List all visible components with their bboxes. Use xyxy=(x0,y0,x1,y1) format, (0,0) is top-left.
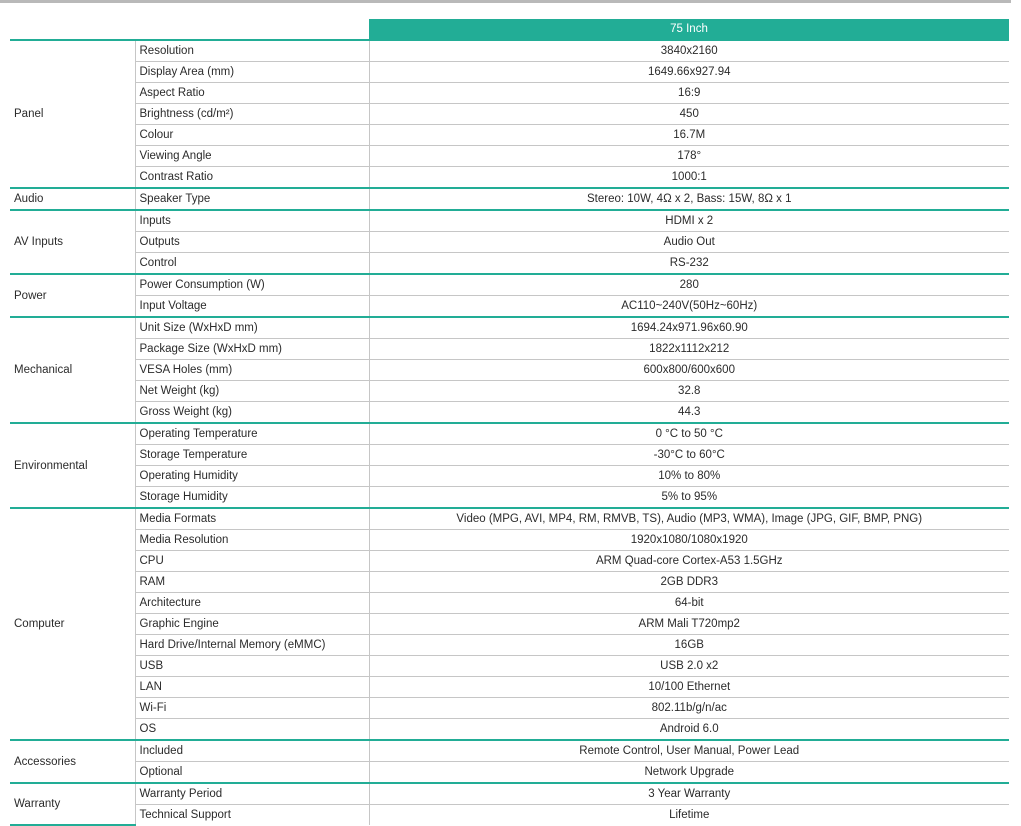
spec-value: 10% to 80% xyxy=(369,466,1009,487)
category-cell: Mechanical xyxy=(10,317,135,423)
spec-label: CPU xyxy=(135,551,369,572)
spec-label: Gross Weight (kg) xyxy=(135,402,369,424)
spec-value: 16.7M xyxy=(369,125,1009,146)
spec-label: Package Size (WxHxD mm) xyxy=(135,339,369,360)
spec-row xyxy=(10,466,1009,487)
spec-label: Speaker Type xyxy=(135,188,369,210)
spec-row xyxy=(10,402,1009,424)
spec-label: Graphic Engine xyxy=(135,614,369,635)
spec-value: 16GB xyxy=(369,635,1009,656)
spec-label: Wi-Fi xyxy=(135,698,369,719)
top-divider xyxy=(0,0,1011,3)
spec-row xyxy=(10,656,1009,677)
spec-value: 1000:1 xyxy=(369,167,1009,189)
spec-label: Warranty Period xyxy=(135,783,369,805)
spec-value: 600x800/600x600 xyxy=(369,360,1009,381)
spec-row xyxy=(10,698,1009,719)
spec-row xyxy=(10,635,1009,656)
spec-label: Storage Temperature xyxy=(135,445,369,466)
spec-value: Network Upgrade xyxy=(369,762,1009,784)
spec-value: AC110~240V(50Hz~60Hz) xyxy=(369,296,1009,318)
spec-label: Viewing Angle xyxy=(135,146,369,167)
spec-row xyxy=(10,146,1009,167)
spec-value: 1694.24x971.96x60.90 xyxy=(369,317,1009,339)
category-cell: Computer xyxy=(10,508,135,740)
spec-row xyxy=(10,360,1009,381)
spec-row xyxy=(10,530,1009,551)
spec-body xyxy=(10,40,1009,825)
spec-label: Resolution xyxy=(135,40,369,62)
category-cell: AV Inputs xyxy=(10,210,135,274)
spec-value: 10/100 Ethernet xyxy=(369,677,1009,698)
spec-label: Inputs xyxy=(135,210,369,232)
spec-row xyxy=(10,232,1009,253)
spec-label: Input Voltage xyxy=(135,296,369,318)
spec-label: Display Area (mm) xyxy=(135,62,369,83)
spec-label: Hard Drive/Internal Memory (eMMC) xyxy=(135,635,369,656)
spec-row xyxy=(10,253,1009,275)
spec-label: Architecture xyxy=(135,593,369,614)
spec-value: Android 6.0 xyxy=(369,719,1009,741)
spec-row xyxy=(10,62,1009,83)
spec-row xyxy=(10,381,1009,402)
spec-row xyxy=(10,210,1009,232)
spec-value: Lifetime xyxy=(669,809,710,822)
spec-label: Aspect Ratio xyxy=(135,83,369,104)
category-cell: Power xyxy=(10,274,135,317)
spec-value: 0 °C to 50 °C xyxy=(369,423,1009,445)
spec-row xyxy=(10,125,1009,146)
spec-label: Contrast Ratio xyxy=(135,167,369,189)
spec-value: Remote Control, User Manual, Power Lead xyxy=(369,740,1009,762)
spec-value: 178° xyxy=(369,146,1009,167)
spec-label: Control xyxy=(135,253,369,275)
spec-row xyxy=(10,762,1009,784)
spec-value: 1920x1080/1080x1920 xyxy=(369,530,1009,551)
spec-row xyxy=(10,593,1009,614)
spec-value: 44.3 xyxy=(369,402,1009,424)
spec-label: Media Resolution xyxy=(135,530,369,551)
spec-value: 2GB DDR3 xyxy=(369,572,1009,593)
spec-row xyxy=(10,274,1009,296)
spec-label: Operating Humidity xyxy=(135,466,369,487)
spec-label: Technical Support xyxy=(135,805,369,826)
spec-row xyxy=(10,296,1009,318)
spec-value: 450 xyxy=(369,104,1009,125)
spec-value: 802.11b/g/n/ac xyxy=(369,698,1009,719)
spec-value: USB 2.0 x2 xyxy=(369,656,1009,677)
spec-label: Colour xyxy=(135,125,369,146)
model-header: 75 Inch xyxy=(369,19,1009,40)
spec-row xyxy=(10,40,1009,62)
spec-label: Outputs xyxy=(135,232,369,253)
spec-row xyxy=(10,719,1009,741)
spec-row xyxy=(10,339,1009,360)
spec-row xyxy=(10,167,1009,189)
spec-label: RAM xyxy=(135,572,369,593)
spec-value: 32.8 xyxy=(369,381,1009,402)
spec-row xyxy=(10,423,1009,445)
spec-value: ARM Mali T720mp2 xyxy=(369,614,1009,635)
spec-row xyxy=(10,783,1009,805)
spec-row xyxy=(10,677,1009,698)
table-header-row xyxy=(10,19,1009,40)
category-cell: Audio xyxy=(10,188,135,210)
category-cell: Environmental xyxy=(10,423,135,508)
spec-value: 5% to 95% xyxy=(369,487,1009,509)
spec-value: 3 Year Warranty xyxy=(369,783,1009,805)
spec-value: 3840x2160 xyxy=(369,40,1009,62)
spec-label: Storage Humidity xyxy=(135,487,369,509)
spec-label: Power Consumption (W) xyxy=(135,274,369,296)
category-cell: Accessories xyxy=(10,740,135,783)
spec-value: Audio Out xyxy=(369,232,1009,253)
spec-row xyxy=(10,317,1009,339)
spec-value: 280 xyxy=(369,274,1009,296)
spec-row xyxy=(10,83,1009,104)
spec-value: Stereo: 10W, 4Ω x 2, Bass: 15W, 8Ω x 1 xyxy=(369,188,1009,210)
spec-label: Net Weight (kg) xyxy=(135,381,369,402)
header-blank-cell xyxy=(10,19,369,40)
spec-label: LAN xyxy=(135,677,369,698)
spec-row xyxy=(10,445,1009,466)
spec-value: 64-bit xyxy=(369,593,1009,614)
spec-label: Media Formats xyxy=(135,508,369,530)
spec-value: ARM Quad-core Cortex-A53 1.5GHz xyxy=(369,551,1009,572)
spec-value: 1649.66x927.94 xyxy=(369,62,1009,83)
spec-label: Brightness (cd/m²) xyxy=(135,104,369,125)
spec-row xyxy=(10,487,1009,509)
spec-value: HDMI x 2 xyxy=(369,210,1009,232)
spec-table xyxy=(10,19,1009,826)
spec-label: Optional xyxy=(135,762,369,784)
spec-row xyxy=(10,551,1009,572)
spec-row xyxy=(10,805,1009,826)
spec-value: RS-232 xyxy=(369,253,1009,275)
spec-row xyxy=(10,572,1009,593)
spec-row xyxy=(10,188,1009,210)
category-cell: Panel xyxy=(10,40,135,188)
spec-value: -30°C to 60°C xyxy=(369,445,1009,466)
spec-label: Unit Size (WxHxD mm) xyxy=(135,317,369,339)
spec-label: Included xyxy=(135,740,369,762)
spec-row xyxy=(10,614,1009,635)
spec-label: OS xyxy=(135,719,369,741)
spec-row xyxy=(10,104,1009,125)
spec-value: Video (MPG, AVI, MP4, RM, RMVB, TS), Audio (MP3, WMA), Image (JPG, GIF, BMP, PNG) xyxy=(369,508,1009,530)
spec-label: Operating Temperature xyxy=(135,423,369,445)
spec-row xyxy=(10,740,1009,762)
spec-label: USB xyxy=(135,656,369,677)
category-cell: Warranty xyxy=(10,783,135,825)
spec-row xyxy=(10,508,1009,530)
spec-value: 1822x1112x212 xyxy=(369,339,1009,360)
spec-label: VESA Holes (mm) xyxy=(135,360,369,381)
spec-value: 16:9 xyxy=(369,83,1009,104)
